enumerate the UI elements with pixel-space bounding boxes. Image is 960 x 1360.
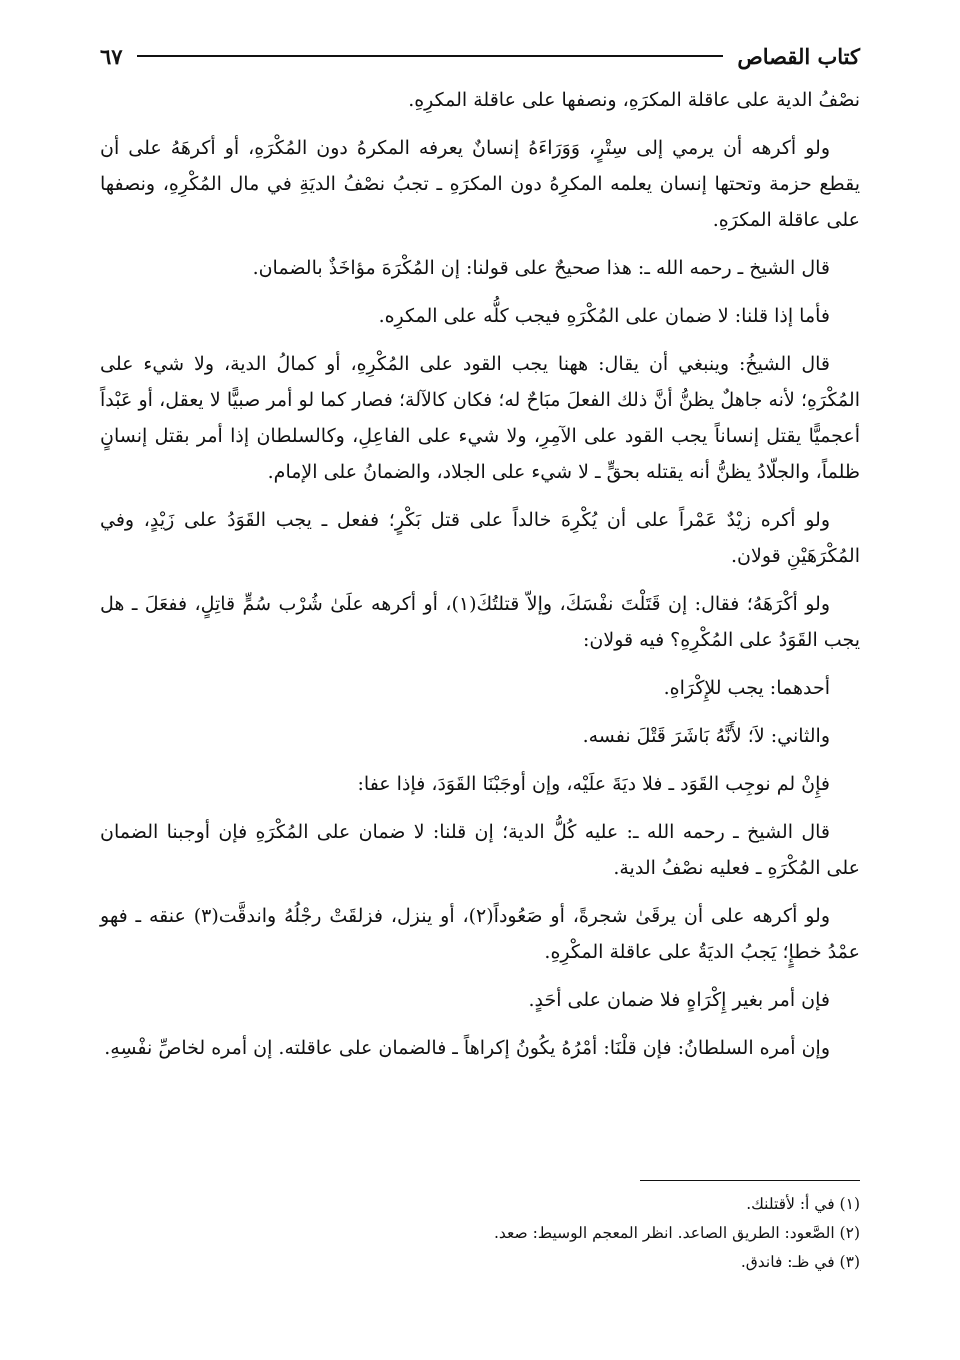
footnote: (١) في أ: لأقتلنك. bbox=[746, 1195, 860, 1213]
paragraph: فإن أمر بغير إِكْرَاهٍ فلا ضمان على أحَدٍ. bbox=[528, 989, 830, 1011]
footnote: (٣) في ظـ: فاندق. bbox=[740, 1253, 860, 1271]
paragraph: قال الشيخ ـ رحمه الله ـ: هذا صحيحٌ على قولنا: إن المُكْرَهَ مؤاخَذٌ بالضمان. bbox=[252, 257, 830, 279]
footnotes bbox=[100, 1190, 860, 1277]
paragraph: فأما إذا قلنا: لا ضمان على المُكْرَهِ فيجب كلُّه على المكرِه. bbox=[378, 305, 830, 327]
page-number: ٦٧ bbox=[100, 43, 123, 69]
running-header bbox=[100, 36, 860, 76]
footnote-separator bbox=[640, 1180, 860, 1181]
paragraph: ولو أكرهه على أن يرقَىٰ شجرةً، أو صَعُوداً(٢)، أو ينزل، فزلقَتْ رجْلُهُ واندقَّت(٣) عنقه ـ فهو عمْدُ خطإٍ؛ يَجبُ الديَةُ على عاقلة المكْرِهِ. bbox=[100, 905, 860, 963]
paragraph: قال الشيخ ـ رحمه الله ـ: عليه كُلُّ الدية؛ إن قلنا: لا ضمان على المُكْرَهِ فإن أوجبنا الضمان على المُكْرَهِ ـ فعليه نصْفُ الدية. bbox=[100, 821, 860, 879]
footnote: (٢) الصَّعود: الطريق الصاعد. انظر المعجم الوسيط: صعد. bbox=[493, 1224, 860, 1242]
header-rule bbox=[137, 55, 724, 57]
paragraph: نصْفُ الدية على عاقلة المكرَهِ، ونصفها على عاقلة المكرِهِ. bbox=[408, 89, 860, 111]
paragraph: أحدهما: يجب للإِكْرَاهِ. bbox=[663, 677, 830, 699]
paragraph: فإِنْ لم نوجِب القَوَد ـ فلا ديَةَ علَيْه، وإن أوجَبْنَا القَوَدَ، فإذا عفا: bbox=[357, 773, 830, 795]
paragraph: ولو أكْرَهَهُ؛ فقال: إن قَتَلْتَ نفْسَكَ، وإلاّ قتلتُكَ(١)، أو أكرهه علَىٰ شُرْب سُمٍّ قاتِلٍ، ففعَلَ ـ هل يجب القَوَدُ على المُكْرِهِ؟ فيه قولان: bbox=[100, 593, 860, 651]
paragraph: ولو أكرهه أن يرمي إلى سِتْرٍ، وَوَرَاءَهُ إنسانٌ يعرفه المكرهُ دون المُكْرَهِ، أو أكرهَهُ على أن يقطع حزمة وتحتها إنسان يعلمه المكرِهُ دون المكرَهِ ـ تجبُ نصْفُ الديَةِ في مال المُكْرِهِ، ونصفها على عاقلة المكرَهِ. bbox=[100, 137, 860, 231]
paragraph: وإن أمره السلطانُ: فإن قلْنَا: أمْرُهُ يكُونُ إكراهاً ـ فالضمان على عاقلته. إن أمره لخاصِّ نفْسِهِ. bbox=[104, 1037, 830, 1059]
paragraph: والثاني: لاَ؛ لأَنَّهُ بَاشَرَ قَتْلَ نفسه. bbox=[582, 725, 830, 747]
paragraph: ولو أكره زيْدٌ عَمْراً على أن يُكْرِهَ خالداً على قتل بَكْرٍ؛ ففعل ـ يجب القَوَدُ على زَيْدٍ، وفي المُكْرَهَيْنِ قولان. bbox=[100, 509, 860, 567]
running-title: كتاب القصاص bbox=[737, 43, 860, 69]
main-text bbox=[100, 82, 860, 1078]
paragraph: قال الشيخُ: وينبغي أن يقال: ههنا يجب القود على المُكْرِهِ، أو كمالُ الدية، ولا شيء على المُكْرَهِ؛ لأنه جاهلٌ يظنُّ أنَّ ذلك الفعلَ مبَاحٌ له؛ فكان كالآلة؛ فصار كما لو أمر صبيًّا لا يعقل، أو عَبْداً أعجميًّا يقتل إنساناً يجب القود على الآمِرِ، ولا شيء على الفاعِلِ، وكالسلطان إذا أمر بقتل إنسانٍ ظلماً، والجلّادُ يظنُّ أنه يقتله بحقٍّ ـ لا شيء على الجلاد، والضمانُ على الإمام. bbox=[100, 353, 860, 483]
